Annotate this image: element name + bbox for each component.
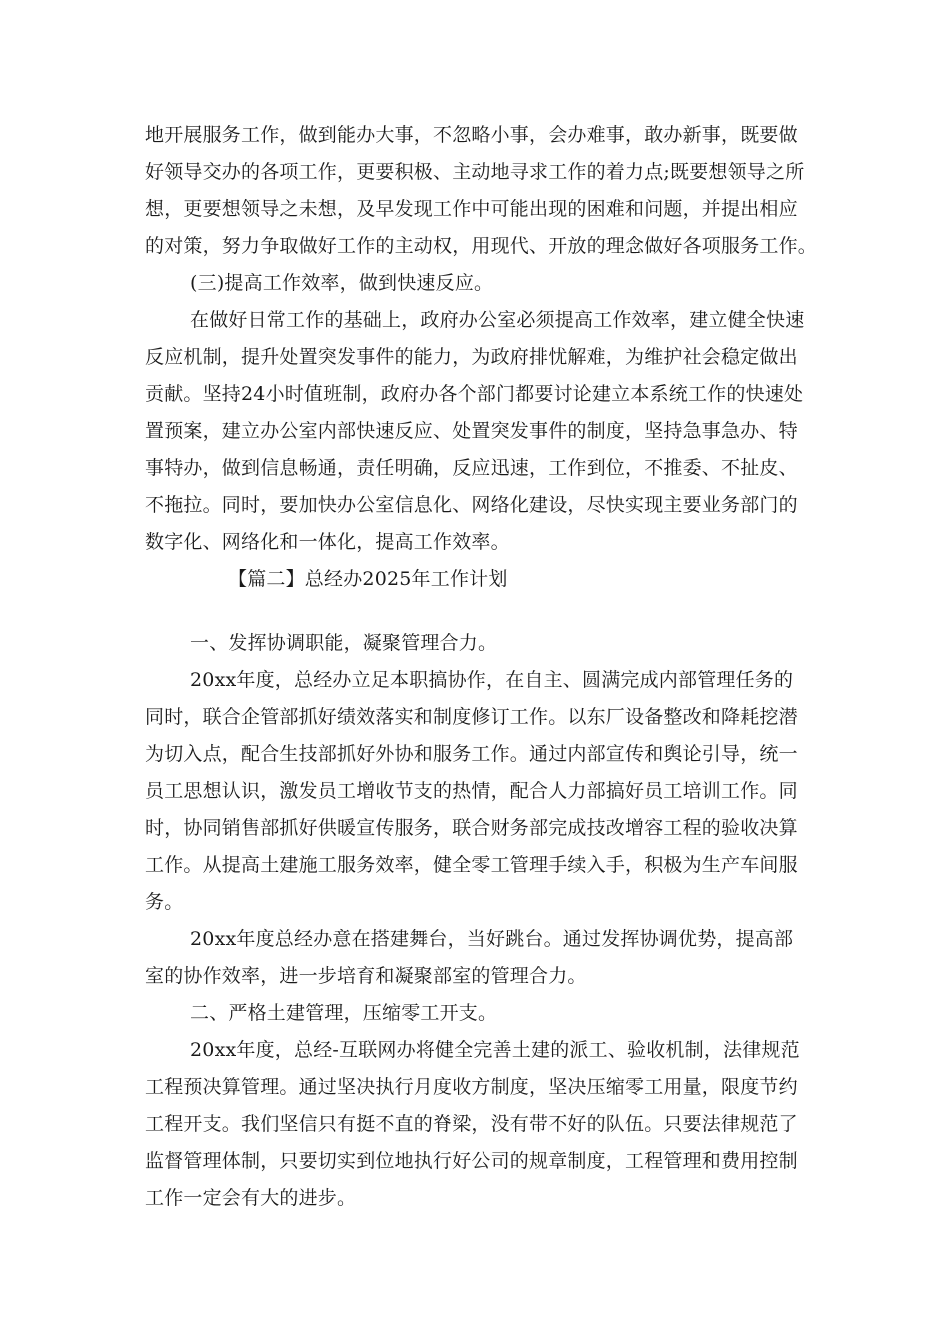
section-heading: 一、发挥协调职能，凝聚管理合力。 [190,632,498,654]
paragraph-line: 室的协作效率，进一步培育和凝聚部室的管理合力。 [145,965,587,987]
paragraph-line: 务。 [145,891,184,913]
paragraph-line: 的对策，努力争取做好工作的主动权，用现代、开放的理念做好各项服务工作。 [145,235,818,257]
paragraph-line: 工程预决算管理。通过坚决执行月度收方制度，坚决压缩零工用量，限度节约 [145,1076,798,1098]
paragraph-line: 事特办，做到信息畅通，责任明确，反应迅速，工作到位，不推委、不扯皮、 [145,457,798,479]
paragraph-line: 贡献。坚持24小时值班制，政府办各个部门都要讨论建立本系统工作的快速处 [145,383,804,405]
paragraph-line: 20xx年度，总经-互联网办将健全完善土建的派工、验收机制，法律规范 [190,1039,800,1061]
paragraph-line: 地开展服务工作，做到能办大事，不忽略小事，会办难事，敢办新事，既要做 [145,124,798,146]
paragraph-line: 工作。从提高土建施工服务效率，健全零工管理手续入手，积极为生产车间服 [145,854,798,876]
paragraph-line: 置预案，建立办公室内部快速反应、处置突发事件的制度，坚持急事急办、特 [145,420,798,442]
article-title: 【篇二】总经办2025年工作计划 [228,568,508,590]
section-heading: (三)提高工作效率，做到快速反应。 [190,272,494,294]
paragraph-line: 想，更要想领导之未想，及早发现工作中可能出现的困难和问题，并提出相应 [145,198,798,220]
paragraph-line: 不拖拉。同时，要加快办公室信息化、网络化建设，尽快实现主要业务部门的 [145,494,798,516]
paragraph-line: 工作一定会有大的进步。 [145,1187,357,1209]
section-heading: 二、严格土建管理，压缩零工开支。 [190,1002,498,1024]
paragraph-line: 数字化、网络化和一体化，提高工作效率。 [145,531,510,553]
paragraph-line: 好领导交办的各项工作，更要积极、主动地寻求工作的着力点;既要想领导之所 [145,161,805,183]
paragraph-line: 监督管理体制，只要切实到位地执行好公司的规章制度，工程管理和费用控制 [145,1150,798,1172]
paragraph-line: 时，协同销售部抓好供暖宣传服务，联合财务部完成技改增容工程的验收决算 [145,817,798,839]
paragraph-line: 为切入点，配合生技部抓好外协和服务工作。通过内部宣传和舆论引导，统一 [145,743,798,765]
paragraph-line: 反应机制，提升处置突发事件的能力，为政府排忧解难，为维护社会稳定做出 [145,346,798,368]
paragraph-line: 20xx年度总经办意在搭建舞台，当好跳台。通过发挥协调优势，提高部 [190,928,794,950]
paragraph-line: 在做好日常工作的基础上，政府办公室必须提高工作效率，建立健全快速 [190,309,805,331]
paragraph-line: 员工思想认识，激发员工增收节支的热情，配合人力部搞好员工培训工作。同 [145,780,798,802]
paragraph-line: 工程开支。我们坚信只有挺不直的脊梁，没有带不好的队伍。只要法律规范了 [145,1113,798,1135]
paragraph-line: 20xx年度，总经办立足本职搞协作，在自主、圆满完成内部管理任务的 [190,669,794,691]
paragraph-line: 同时，联合企管部抓好绩效落实和制度修订工作。以东厂设备整改和降耗挖潜 [145,706,798,728]
